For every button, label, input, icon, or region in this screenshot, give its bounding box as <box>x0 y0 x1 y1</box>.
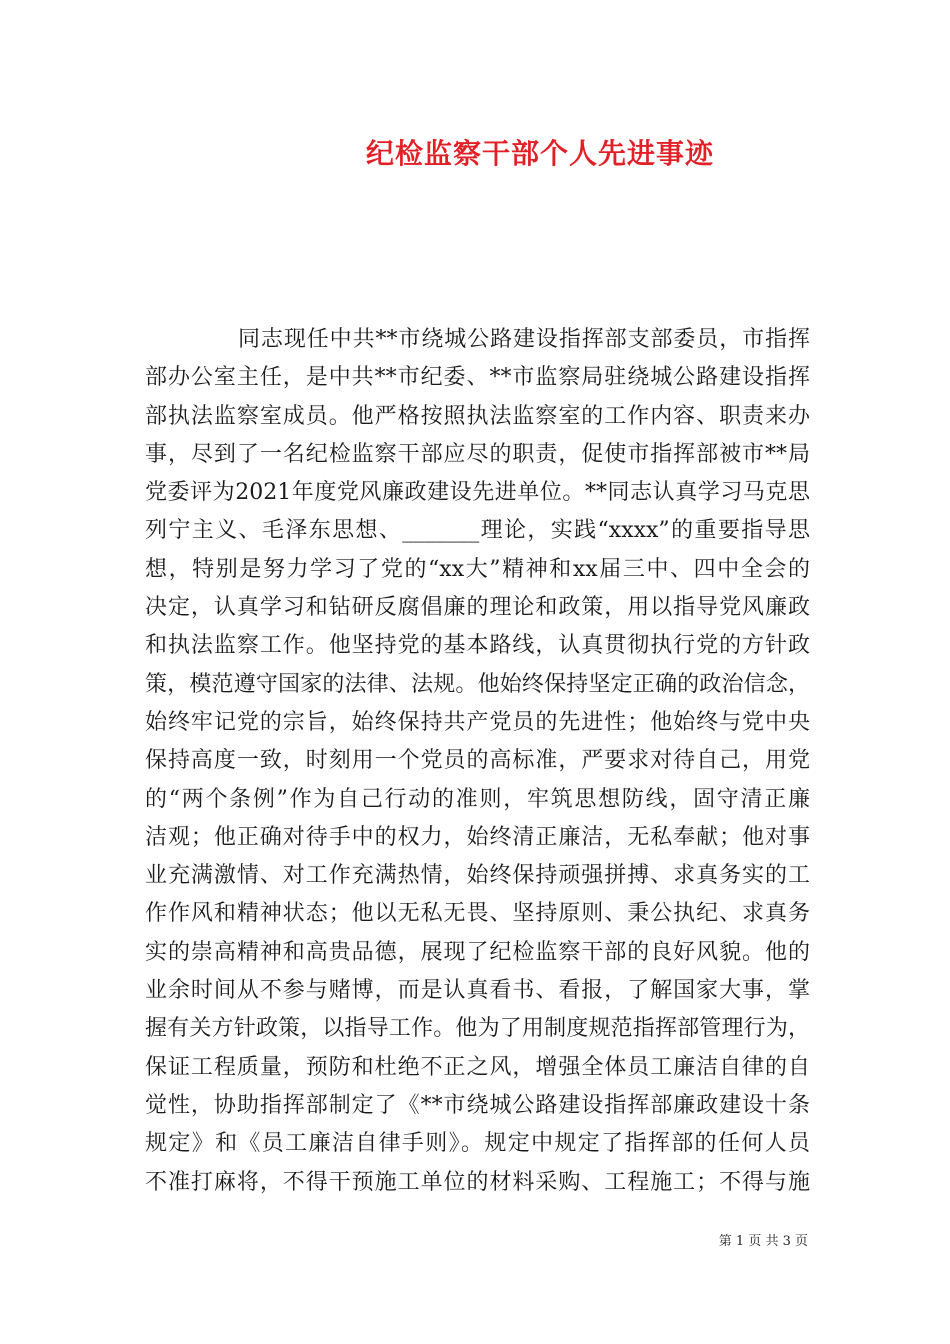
text-line: 洁观；他正确对待手中的权力，始终清正廉洁，无私奉献；他对事 <box>145 824 810 850</box>
text-line: 党委评为2021年度党风廉政建设先进单位。**同志认真学习马克思 <box>145 480 810 506</box>
text-line: 业余时间从不参与赌博，而是认真看书、看报，了解国家大事，掌 <box>145 978 810 1004</box>
text-line: 决定，认真学习和钻研反腐倡廉的理论和政策，用以指导党风廉政 <box>145 595 810 621</box>
text-line: 列宁主义、毛泽东思想、_______理论，实践“xxxx”的重要指导思 <box>145 518 810 544</box>
text-line: 策，模范遵守国家的法律、法规。他始终保持坚定正确的政治信念， <box>145 671 810 697</box>
text-line: 和执法监察工作。他坚持党的基本路线，认真贯彻执行党的方针政 <box>145 633 810 659</box>
text-line: 始终牢记党的宗旨，始终保持共产党员的先进性；他始终与党中央 <box>145 709 810 735</box>
text-line: 实的崇高精神和高贵品德，展现了纪检监察干部的良好风貌。他的 <box>145 939 810 965</box>
text-line: 业充满激情、对工作充满热情，始终保持顽强拼搏、求真务实的工 <box>145 863 810 889</box>
text-line: 不准打麻将，不得干预施工单位的材料采购、工程施工；不得与施 <box>145 1169 810 1195</box>
text-line: 想，特别是努力学习了党的“xx大”精神和xx届三中、四中全会的 <box>145 556 810 582</box>
text-line: 部办公室主任，是中共**市纪委、**市监察局驻绕城公路建设指挥 <box>145 365 810 391</box>
text-line: 规定》和《员工廉洁自律手则》。规定中规定了指挥部的任何人员 <box>145 1131 810 1157</box>
text-line: 部执法监察室成员。他严格按照执法监察室的工作内容、职责来办 <box>145 403 810 429</box>
text-line: 事，尽到了一名纪检监察干部应尽的职责，促使市指挥部被市**局 <box>145 441 810 467</box>
text-line: 保证工程质量，预防和杜绝不正之风，增强全体员工廉洁自律的自 <box>145 1054 810 1080</box>
text-line: 作作风和精神状态；他以无私无畏、坚持原则、秉公执纪、求真务 <box>145 901 810 927</box>
text-line: 握有关方针政策，以指导工作。他为了用制度规范指挥部管理行为， <box>145 1016 810 1042</box>
body-paragraph <box>145 321 810 1202</box>
text-line: 同志现任中共**市绕城公路建设指挥部支部委员，市指挥 <box>238 327 810 352</box>
text-line: 觉性，协助指挥部制定了《**市绕城公路建设指挥部廉政建设十条 <box>145 1092 810 1118</box>
page-number: 第 1 页 共 3 页 <box>718 1234 808 1249</box>
text-line: 的“两个条例”作为自己行动的准则，牢筑思想防线，固守清正廉 <box>145 786 810 812</box>
page-title: 纪检监察干部个人先进事迹 <box>365 137 714 170</box>
text-line: 保持高度一致，时刻用一个党员的高标准，严要求对待自己，用党 <box>145 748 810 774</box>
